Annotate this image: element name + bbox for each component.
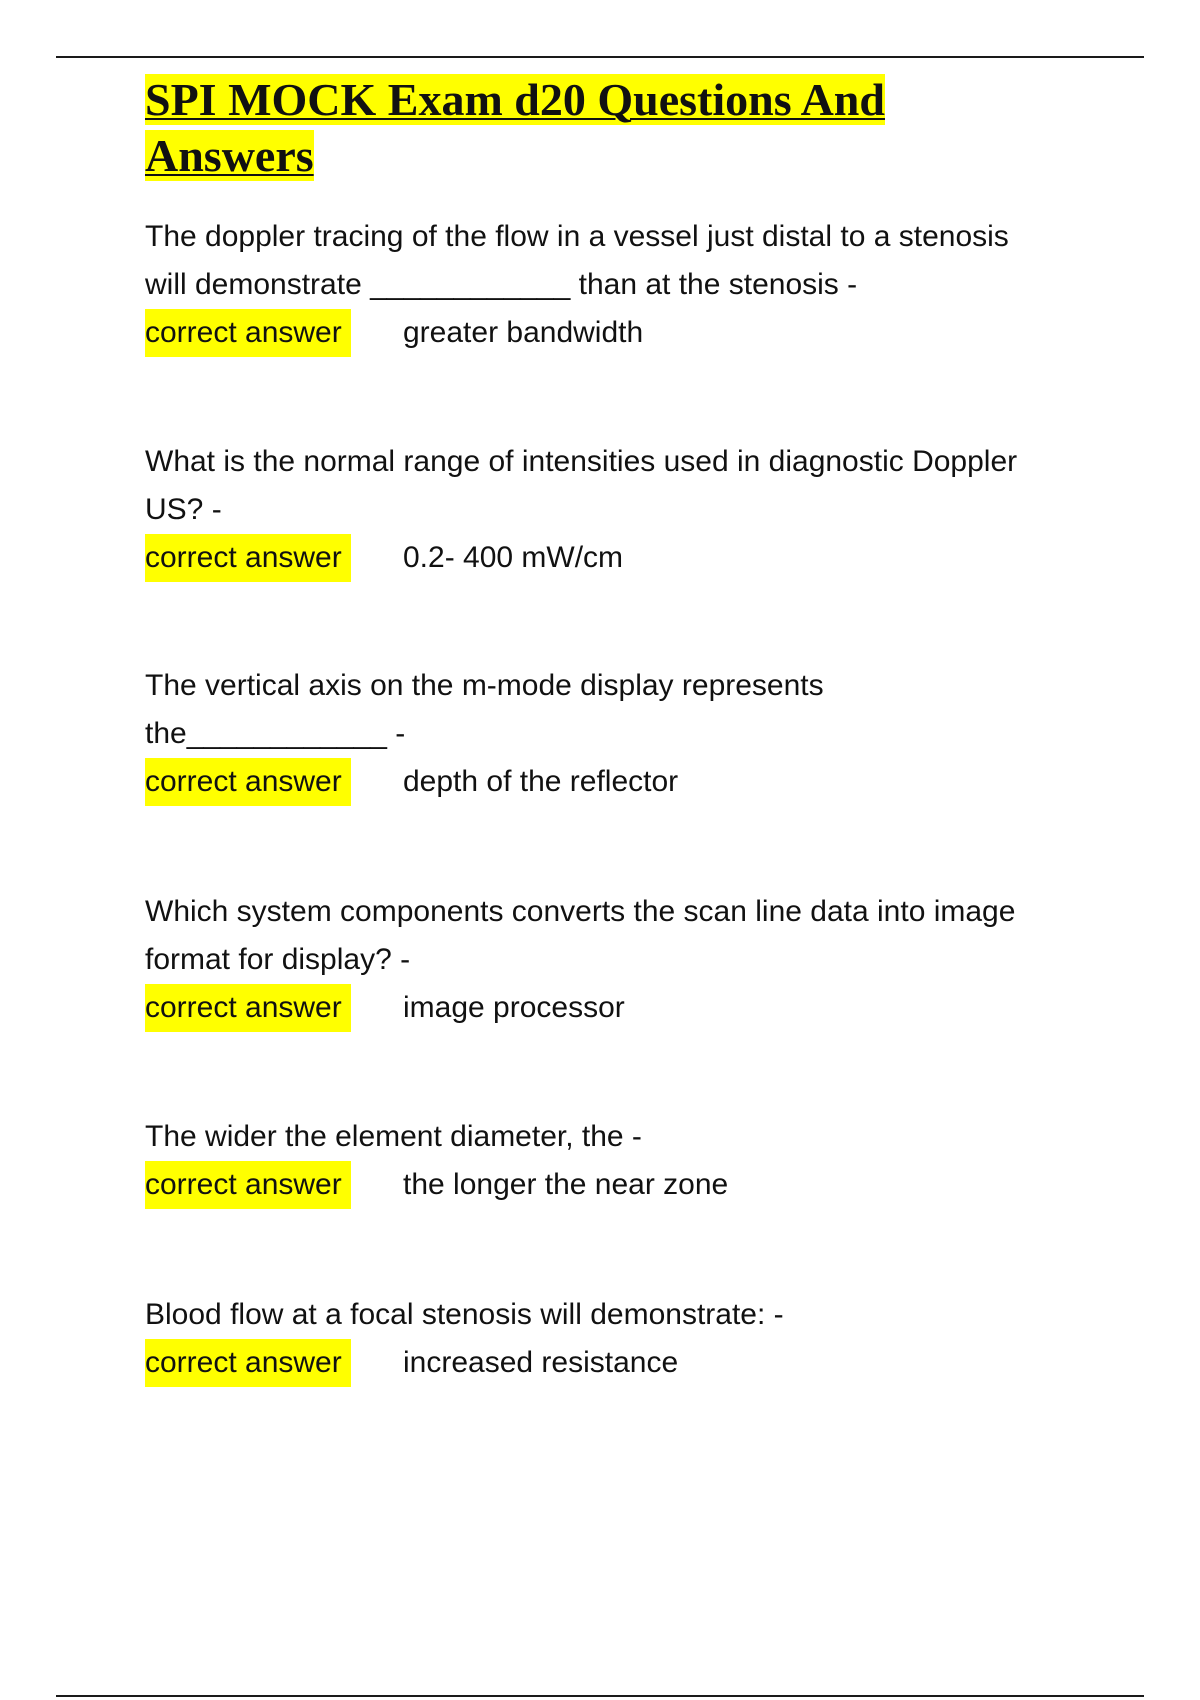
answer-label-1: correct answer <box>145 309 351 357</box>
answer-label-4: correct answer <box>145 984 351 1032</box>
qa-item-2 <box>145 438 1085 582</box>
question-4-line-1: Which system components converts the scan line data into image <box>145 895 1016 928</box>
answer-text-2: 0.2- 400 mW/cm <box>403 541 624 574</box>
question-6-line-1: Blood flow at a focal stenosis will demonstrate: - <box>145 1298 784 1331</box>
qa-item-4 <box>145 888 1085 1032</box>
answer-label-6: correct answer <box>145 1339 351 1387</box>
question-2 <box>145 438 1085 534</box>
answer-1 <box>145 309 1085 357</box>
answer-label-3: correct answer <box>145 758 351 806</box>
question-2-line-2: US? - <box>145 493 222 526</box>
qa-item-6 <box>145 1291 1085 1387</box>
question-1 <box>145 213 1085 309</box>
answer-text-5: the longer the near zone <box>403 1168 729 1201</box>
question-3-line-1: The vertical axis on the m-mode display represents <box>145 669 824 702</box>
answer-3 <box>145 758 1085 806</box>
answer-text-6: increased resistance <box>403 1346 679 1379</box>
bottom-rule <box>56 1695 1144 1697</box>
question-2-line-1: What is the normal range of intensities used in diagnostic Doppler <box>145 445 1018 478</box>
title-line-2: Answers <box>145 130 314 181</box>
title-line-1: SPI MOCK Exam d20 Questions And <box>145 74 885 125</box>
question-5 <box>145 1113 1085 1161</box>
answer-text-3: depth of the reflector <box>403 765 679 798</box>
question-3 <box>145 662 1085 758</box>
question-1-line-2: will demonstrate ____________ than at the stenosis - <box>145 268 858 301</box>
answer-2 <box>145 534 1085 582</box>
question-5-line-1: The wider the element diameter, the - <box>145 1120 642 1153</box>
answer-4 <box>145 984 1085 1032</box>
qa-item-3 <box>145 662 1085 806</box>
answer-label-5: correct answer <box>145 1161 351 1209</box>
answer-label-2: correct answer <box>145 534 351 582</box>
answer-6 <box>145 1339 1085 1387</box>
answer-text-4: image processor <box>403 991 625 1024</box>
answer-5 <box>145 1161 1085 1209</box>
top-rule <box>56 56 1144 58</box>
document-body <box>145 72 1085 1379</box>
question-4 <box>145 888 1085 984</box>
document-title <box>145 72 1085 184</box>
question-1-line-1: The doppler tracing of the flow in a vessel just distal to a stenosis <box>145 220 1009 253</box>
question-3-line-2: the____________ - <box>145 717 406 750</box>
question-6 <box>145 1291 1085 1339</box>
answer-text-1: greater bandwidth <box>403 316 644 349</box>
qa-item-5 <box>145 1113 1085 1209</box>
question-4-line-2: format for display? - <box>145 943 411 976</box>
qa-item-1 <box>145 213 1085 357</box>
